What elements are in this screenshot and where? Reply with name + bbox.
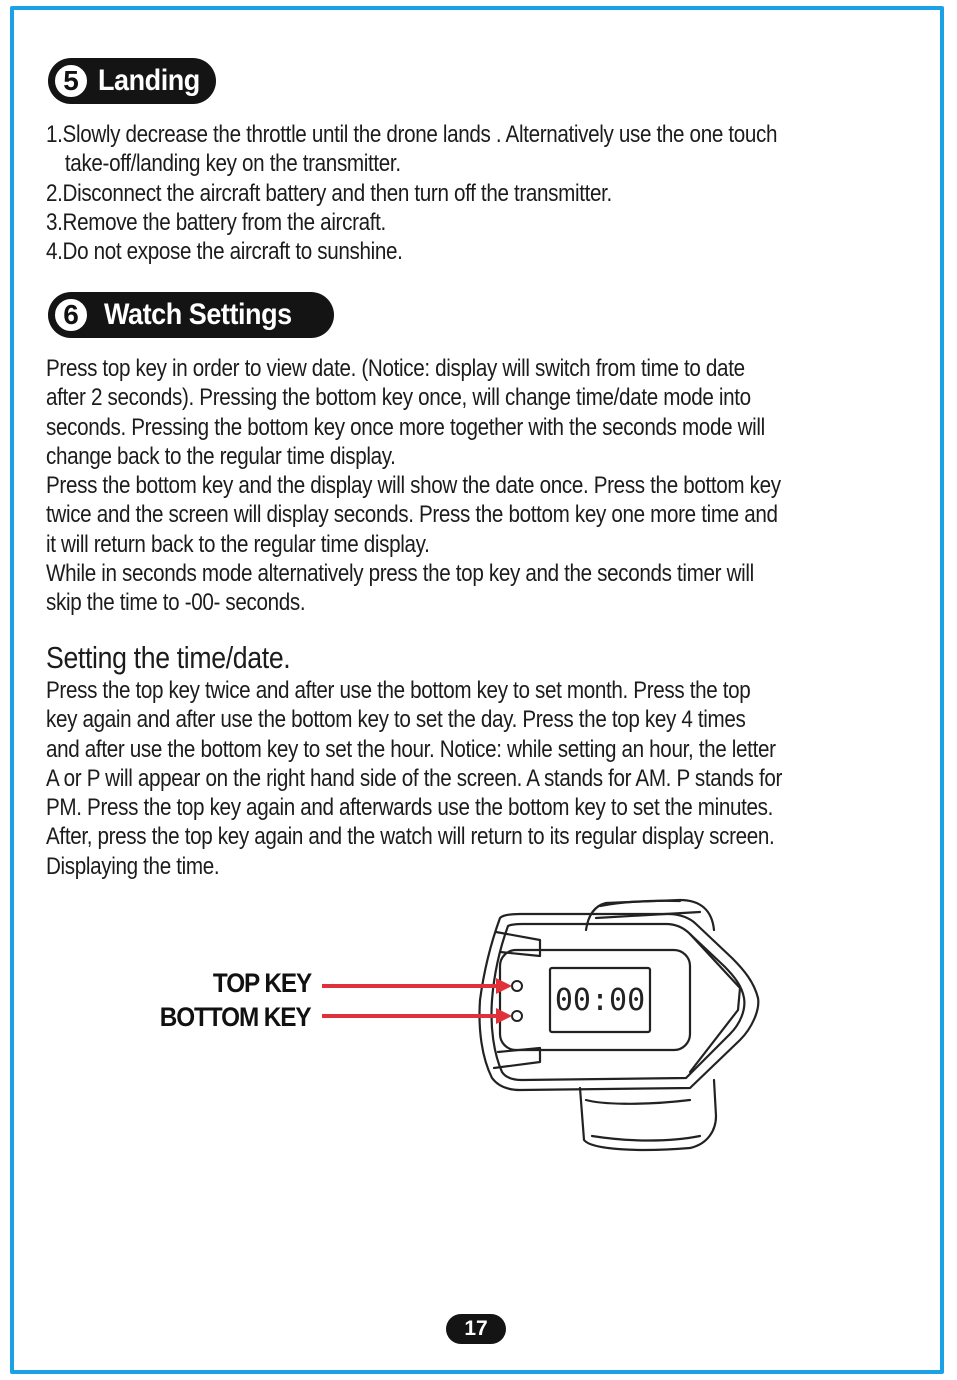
watch-section-title: Watch Settings xyxy=(104,298,292,331)
watch-line: after 2 seconds). Pressing the bottom key once, will change time/date mode into xyxy=(46,384,751,412)
setting-line: A or P will appear on the right hand side of the screen. A stands for AM. P stands for xyxy=(46,764,783,792)
setting-heading: Setting the time/date. xyxy=(46,640,291,675)
setting-line: After, press the top key again and the watch will return to its regular display screen. xyxy=(46,823,775,851)
landing-step-1: 1.Slowly decrease the throttle until the drone lands . Alternatively use the one touch xyxy=(46,121,778,148)
watch-line: Press top key in order to view date. (Notice: display will switch from time to date xyxy=(46,355,745,382)
setting-instructions xyxy=(46,676,782,881)
setting-line: key again and after use the bottom key to set the day. Press the top key 4 times xyxy=(46,706,746,734)
landing-section-title: Landing xyxy=(98,64,200,97)
watch-instructions xyxy=(46,354,781,618)
watch-line: change back to the regular time display. xyxy=(46,442,396,470)
watch-display-time: 00:00 xyxy=(554,983,646,1018)
watch-line: twice and the screen will display seconds. Press the bottom key one more time and xyxy=(46,501,778,529)
page-number: 17 xyxy=(446,1314,506,1344)
landing-step-2: 2.Disconnect the aircraft battery and then turn off the transmitter. xyxy=(46,179,612,207)
watch-section-number: 6 xyxy=(52,296,90,334)
landing-steps xyxy=(46,120,777,266)
watch-line: skip the time to -00- seconds. xyxy=(46,589,306,617)
landing-step-1-cont: take-off/landing key on the transmitter. xyxy=(64,150,401,178)
landing-section-header xyxy=(48,58,216,104)
setting-line: Displaying the time. xyxy=(46,852,220,880)
setting-line: Press the top key twice and after use the bottom key to set month. Press the top xyxy=(46,677,751,704)
landing-section-number: 5 xyxy=(52,62,90,100)
watch-line: it will return back to the regular time display. xyxy=(46,530,430,558)
bottom-key-label: BOTTOM KEY xyxy=(160,1002,311,1032)
watch-section-header xyxy=(48,292,334,338)
setting-line: PM. Press the top key again and afterwards use the bottom key to set the minutes. xyxy=(46,794,774,822)
setting-line: and after use the bottom key to set the hour. Notice: while setting an hour, the letter xyxy=(46,735,776,763)
watch-line: seconds. Pressing the bottom key once more together with the seconds mode will xyxy=(46,413,765,441)
watch-line: Press the bottom key and the display will show the date once. Press the bottom key xyxy=(46,472,781,500)
top-key-label: TOP KEY xyxy=(212,968,311,998)
watch-line: While in seconds mode alternatively press the top key and the seconds timer will xyxy=(46,560,754,588)
landing-step-3: 3.Remove the battery from the aircraft. xyxy=(46,208,386,236)
landing-step-4: 4.Do not expose the aircraft to sunshine. xyxy=(46,238,403,266)
